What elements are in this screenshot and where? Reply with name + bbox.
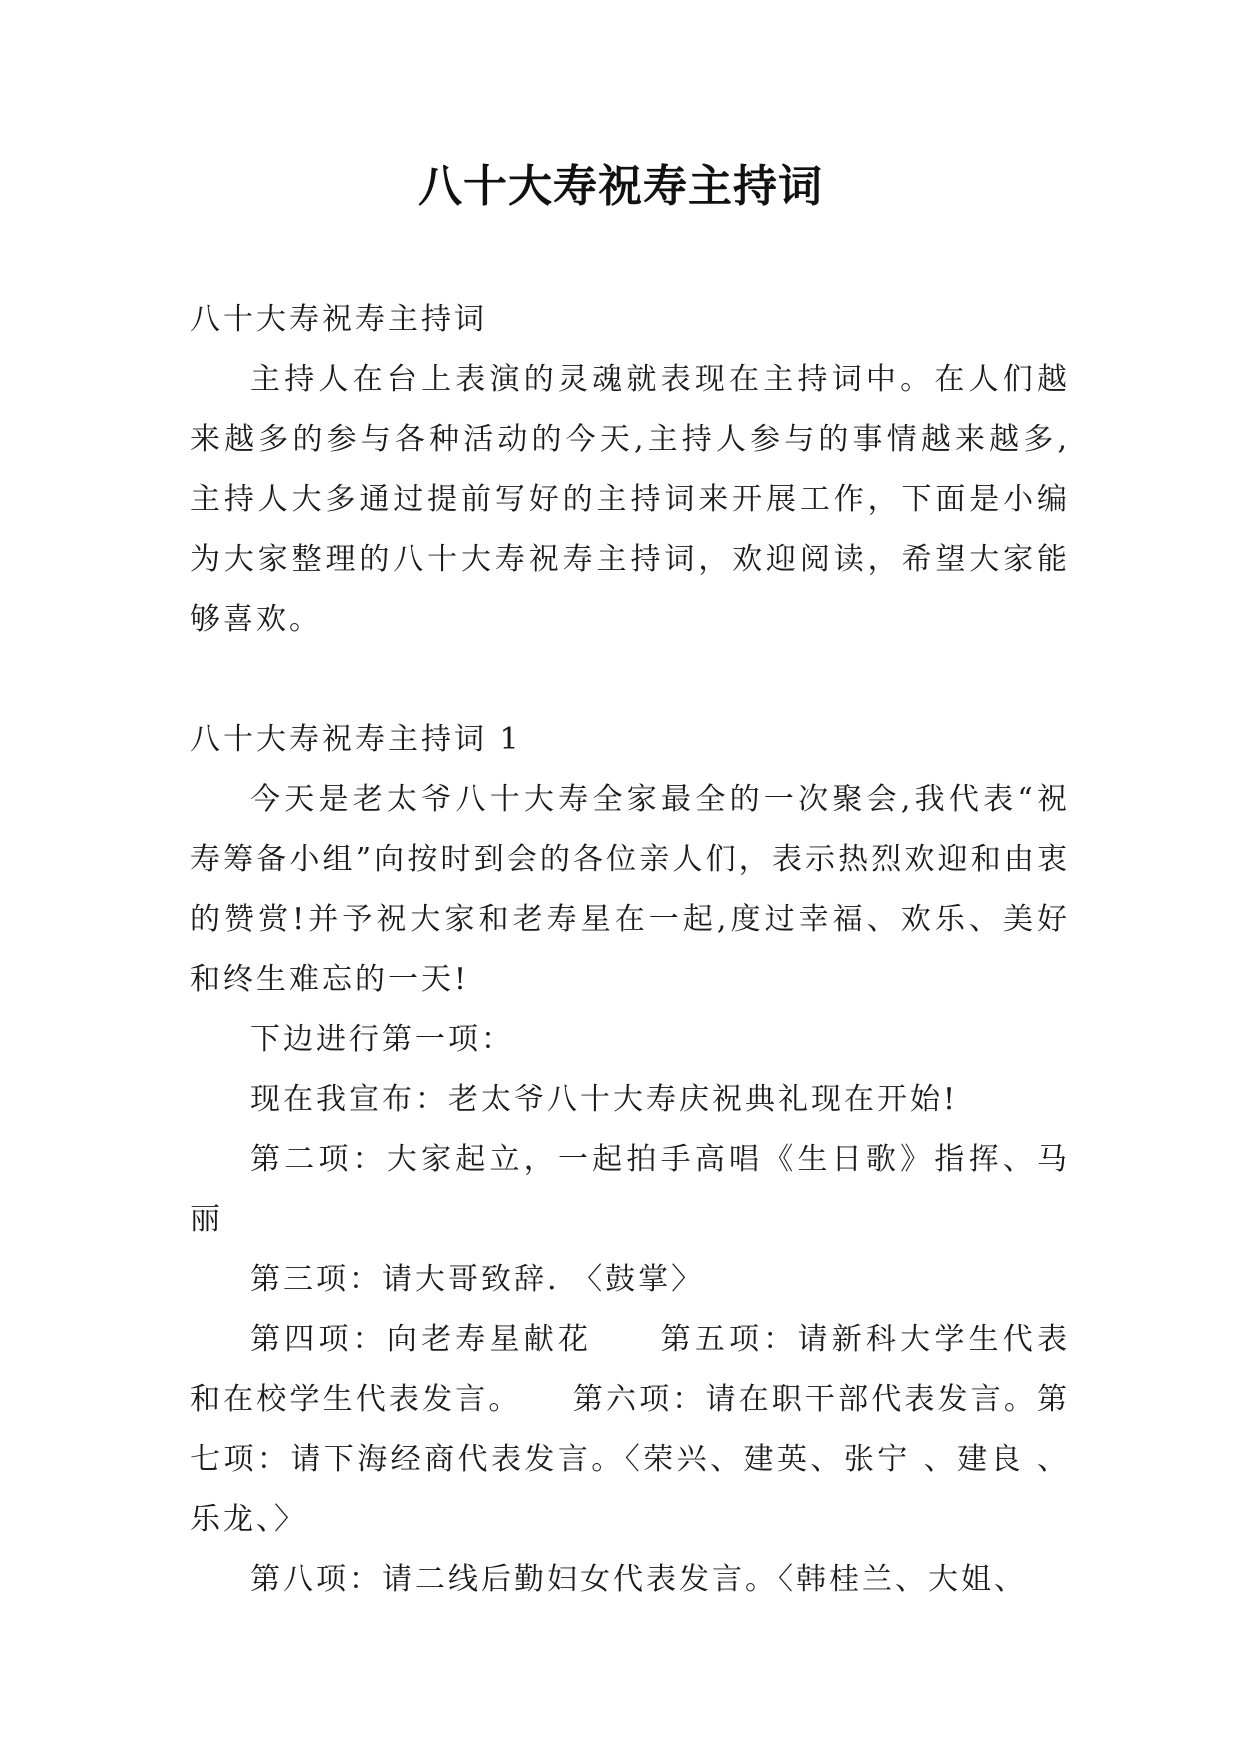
document-body bbox=[190, 290, 1070, 1610]
paragraph: 第三项：请大哥致辞. 〈鼓掌〉 bbox=[250, 1262, 705, 1297]
paragraph-gap bbox=[190, 650, 1070, 710]
paragraph: 第四项：向老寿星献花 第五项：请新科大学生代表和在校学生代表发言。 第六项：请在职干部代表发言。第七项：请下海经商代表发言。〈荣兴、建英、张宁 、建良 、乐龙、〉 bbox=[190, 1322, 1070, 1537]
intro-paragraph: 主持人在台上表演的灵魂就表现在主持词中。在人们越来越多的参与各种活动的今天,主持人参与的事情越来越多,主持人大多通过提前写好的主持词来开展工作，下面是小编为大家整理的八十大寿祝寿主持词，欢迎阅读，希望大家能够喜欢。 bbox=[190, 362, 1070, 637]
part1-heading: 八十大寿祝寿主持词 1 bbox=[190, 722, 522, 757]
paragraph: 现在我宣布：老太爷八十大寿庆祝典礼现在开始! bbox=[250, 1082, 959, 1117]
section-heading: 八十大寿祝寿主持词 bbox=[190, 302, 487, 337]
paragraph: 今天是老太爷八十大寿全家最全的一次聚会,我代表“祝寿筹备小组”向按时到会的各位亲人们，表示热烈欢迎和由衷的赞赏!并予祝大家和老寿星在一起,度过幸福、欢乐、美好和终生难忘的一天! bbox=[190, 782, 1070, 997]
paragraph: 第八项：请二线后勤妇女代表发言。〈韩桂兰、大姐、 bbox=[250, 1562, 1027, 1597]
paragraph: 下边进行第一项： bbox=[250, 1022, 514, 1057]
paragraph: 第二项：大家起立，一起拍手高唱《生日歌》指挥、马丽 bbox=[190, 1142, 1070, 1237]
document-title: 八十大寿祝寿主持词 bbox=[418, 161, 823, 212]
